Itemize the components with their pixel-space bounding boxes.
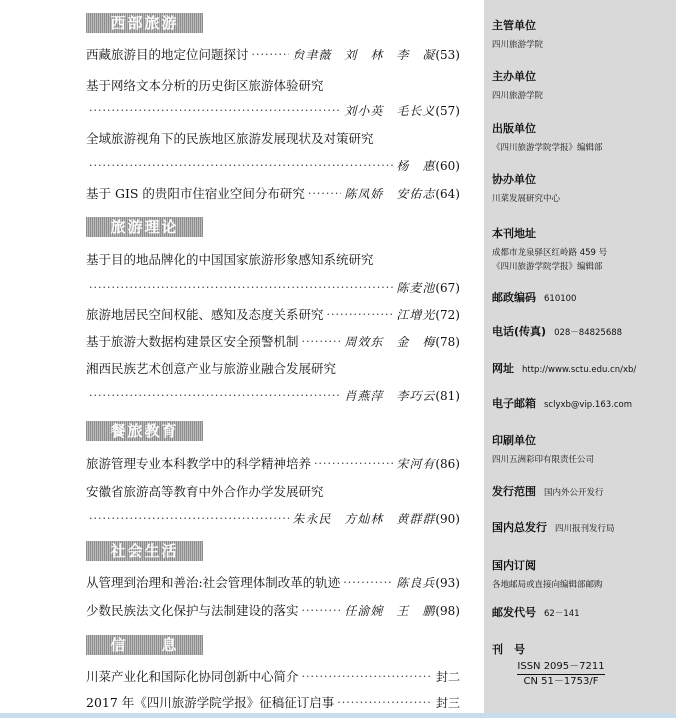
info-label: 印刷单位 <box>492 434 536 447</box>
info-label: 协办单位 <box>492 173 536 186</box>
article-title: 旅游地居民空间权能、感知及态度关系研究 <box>86 307 324 322</box>
section-header <box>86 421 203 441</box>
article-title: 湘西民族艺术创意产业与旅游业融合发展研究 <box>86 361 337 376</box>
info-label: 邮政编码 <box>492 291 536 304</box>
article-title: 旅游管理专业本科教学中的科学精神培养 <box>86 456 312 471</box>
info-label: 电话(传真) <box>492 325 547 338</box>
article-authors: 周效东 金 梅 <box>344 335 436 349</box>
info-label: 本刊地址 <box>492 227 536 240</box>
info-label: 主办单位 <box>492 70 536 83</box>
info-block <box>492 360 636 377</box>
info-value: 四川旅游学院 <box>492 40 544 50</box>
dot-leader <box>89 278 393 298</box>
page-number: (67) <box>435 281 460 295</box>
info-value: 国内外公开发行 <box>544 488 604 498</box>
page-number: 封二 <box>435 670 460 684</box>
page-number: (93) <box>435 576 460 590</box>
article-title: 基于旅游大数据构建景区安全预警机制 <box>86 334 299 349</box>
page-number: (90) <box>435 512 460 526</box>
toc-entry-line[interactable] <box>86 250 460 270</box>
dot-leader <box>252 45 290 65</box>
page-number: (72) <box>435 308 460 322</box>
journal-numbers <box>516 660 606 689</box>
article-title: 西藏旅游目的地定位问题探讨 <box>86 47 249 62</box>
page-number: (86) <box>435 457 460 471</box>
info-block <box>492 17 543 52</box>
article-authors: 杨 惠 <box>396 159 436 173</box>
toc-entry-line[interactable] <box>86 156 460 176</box>
article-authors: 陈凤娇 安佑志 <box>344 187 436 201</box>
article-title: 川菜产业化和国际化协同创新中心简介 <box>86 669 299 684</box>
page-number: (98) <box>435 604 460 618</box>
info-value[interactable]: http://www.sctu.edu.cn/xb/ <box>522 365 637 375</box>
info-value: 62－141 <box>544 609 580 619</box>
info-label: 邮发代号 <box>492 606 536 619</box>
toc-entry-line[interactable] <box>86 305 460 325</box>
page-number: (60) <box>435 159 460 173</box>
dot-leader <box>314 454 393 474</box>
toc-entry-line[interactable] <box>86 386 460 406</box>
toc-entry-line[interactable] <box>86 101 460 121</box>
info-value: 《四川旅游学院学报》编辑部 <box>492 143 603 153</box>
toc-entry-line[interactable] <box>86 45 460 65</box>
dot-leader <box>89 509 289 529</box>
info-block <box>492 225 607 274</box>
info-label: 主管单位 <box>492 19 536 32</box>
info-block <box>492 432 594 467</box>
article-title: 基于目的地品牌化的中国国家旅游形象感知系统研究 <box>86 252 374 267</box>
dot-leader <box>89 386 341 406</box>
dot-leader <box>302 601 342 621</box>
section-title: 餐旅教育 <box>110 422 179 440</box>
info-block <box>492 120 603 155</box>
page-number: 封三 <box>435 696 460 710</box>
article-authors: 宋河有 <box>396 457 436 471</box>
info-value: 《四川旅游学院学报》编辑部 <box>492 262 603 272</box>
info-block <box>492 519 615 536</box>
page-number: (78) <box>435 335 460 349</box>
info-block <box>492 641 525 657</box>
toc-entry-line[interactable] <box>86 693 460 713</box>
section-header <box>86 541 203 561</box>
toc-entry-line[interactable] <box>86 601 460 621</box>
article-authors: 刘小英 毛长义 <box>344 104 436 118</box>
article-title: 基于网络文本分析的历史街区旅游体验研究 <box>86 78 324 93</box>
toc-entry-line[interactable] <box>86 509 460 529</box>
info-value[interactable]: sclyxb@vip.163.com <box>544 400 632 410</box>
info-block <box>492 557 603 592</box>
info-value: 610100 <box>544 294 577 304</box>
info-block <box>492 171 560 206</box>
dot-leader <box>302 667 433 687</box>
page-number: (64) <box>435 187 460 201</box>
dot-leader <box>337 693 433 713</box>
info-value: 各地邮局或直接向编辑部邮购 <box>492 580 603 590</box>
toc-entry-line[interactable] <box>86 482 460 502</box>
toc-entry-line[interactable] <box>86 454 460 474</box>
article-authors: 任渝婉 王 鹏 <box>344 604 436 618</box>
section-title: 社会生活 <box>110 542 179 560</box>
section-header <box>86 217 203 237</box>
cn-number: CN 51－1753/F <box>523 676 599 687</box>
toc-entry-line[interactable] <box>86 76 460 96</box>
info-value: 川菜发展研究中心 <box>492 194 561 204</box>
info-value: 028－84825688 <box>554 328 623 338</box>
dot-leader <box>302 332 342 352</box>
article-title: 基于 GIS 的贵阳市住宿业空间分布研究 <box>86 186 305 201</box>
article-authors: 贠聿薇 刘 林 李 凝 <box>292 48 436 62</box>
info-label: 发行范围 <box>492 485 536 498</box>
toc-entry-line[interactable] <box>86 332 460 352</box>
info-value: 四川五洲彩印有限责任公司 <box>492 455 595 465</box>
info-label: 出版单位 <box>492 122 536 135</box>
section-header <box>86 13 203 33</box>
info-label: 国内总发行 <box>492 521 547 534</box>
article-title: 安徽省旅游高等教育中外合作办学发展研究 <box>86 484 324 499</box>
info-block <box>492 323 622 340</box>
info-value: 成都市龙泉驿区红岭路 459 号 <box>492 248 608 258</box>
info-label: 国内订阅 <box>492 559 536 572</box>
article-title: 从管理到治理和善治:社会管理体制改革的轨迹 <box>86 575 341 590</box>
article-authors: 肖燕萍 李巧云 <box>344 389 436 403</box>
toc-entry-line[interactable] <box>86 667 460 687</box>
page-number: (81) <box>435 389 460 403</box>
issn-number: ISSN 2095－7211 <box>517 660 604 675</box>
section-title: 信 息 <box>110 636 179 654</box>
article-title: 少数民族法文化保护与法制建设的落实 <box>86 603 299 618</box>
info-block <box>492 604 580 621</box>
article-title: 全域旅游视角下的民族地区旅游发展现状及对策研究 <box>86 131 374 146</box>
dot-leader <box>89 156 393 176</box>
toc-entry-line[interactable] <box>86 359 460 379</box>
toc-entry-line[interactable] <box>86 573 460 593</box>
section-header <box>86 635 203 655</box>
article-authors: 江增光 <box>396 308 436 322</box>
info-block <box>492 68 543 103</box>
toc-entry-line[interactable] <box>86 129 460 149</box>
bottom-strip <box>0 713 676 718</box>
article-title: 2017 年《四川旅游学院学报》征稿征订启事 <box>86 695 335 710</box>
dot-leader <box>343 573 393 593</box>
info-value: 四川报刊发行局 <box>555 524 615 534</box>
page-number: (53) <box>435 48 460 62</box>
toc-entry-line[interactable] <box>86 184 460 204</box>
info-block <box>492 483 604 500</box>
page-number: (57) <box>435 104 460 118</box>
info-block <box>492 289 576 306</box>
info-label: 电子邮箱 <box>492 397 536 410</box>
dot-leader <box>89 101 341 121</box>
article-authors: 朱永民 方灿林 黄群群 <box>292 512 436 526</box>
info-block <box>492 395 632 412</box>
section-title: 西部旅游 <box>110 14 179 32</box>
toc-entry-line[interactable] <box>86 278 460 298</box>
article-authors: 陈良兵 <box>396 576 436 590</box>
publication-info-sidebar <box>484 0 676 718</box>
section-title: 旅游理论 <box>110 218 179 236</box>
info-value: 四川旅游学院 <box>492 91 544 101</box>
info-label: 网址 <box>492 362 514 375</box>
info-label: 刊 号 <box>492 643 525 656</box>
article-authors: 陈麦池 <box>396 281 436 295</box>
dot-leader <box>327 305 394 325</box>
dot-leader <box>308 184 341 204</box>
